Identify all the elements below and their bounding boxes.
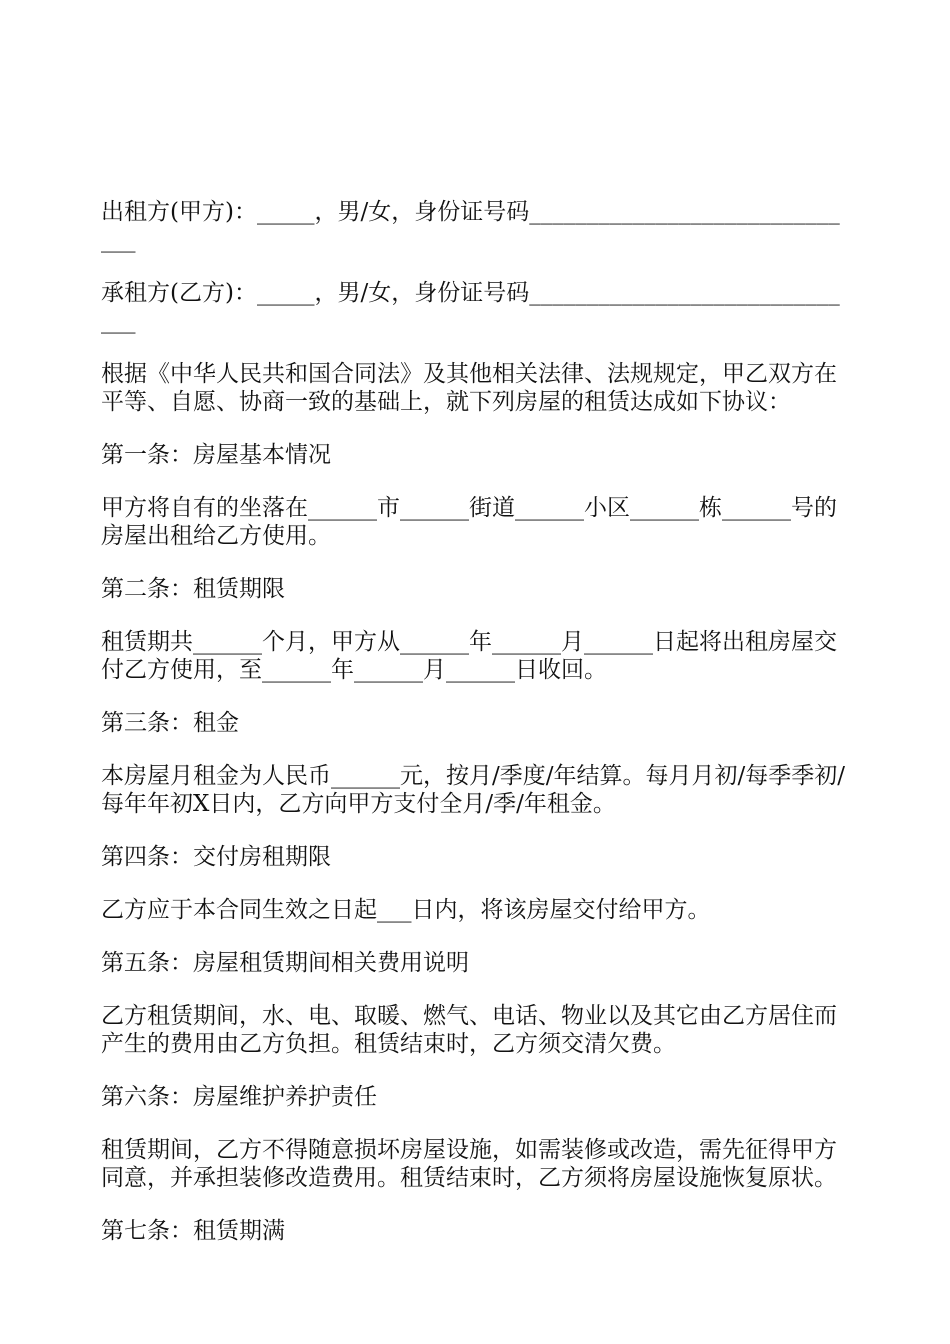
article-4-body: 乙方应于本合同生效之日起___日内，将该房屋交付给甲方。 (101, 897, 711, 923)
article-5-body: 乙方租赁期间，水、电、取暖、燃气、电话、物业以及其它由乙方居住而产生的费用由乙方负担。租赁结束时，乙方须交清欠费。 (101, 1003, 837, 1057)
article-3-title: 第三条：租金 (101, 710, 239, 736)
intro-paragraph: 根据《中华人民共和国合同法》及其他相关法律、法规规定，甲乙双方在平等、自愿、协商一致的基础上，就下列房屋的租赁达成如下协议： (101, 361, 837, 415)
contract-document (101, 198, 851, 1270)
article-2-title: 第二条：租赁期限 (101, 576, 285, 602)
article-2-body: 租赁期共______个月，甲方从______年______月______日起将出租房屋交付乙方使用，至______年______月______日收回。 (101, 629, 837, 683)
article-6-body: 租赁期间，乙方不得随意损坏房屋设施，如需装修或改造，需先征得甲方同意，并承担装修改造费用。租赁结束时，乙方须将房屋设施恢复原状。 (101, 1137, 837, 1191)
article-6-title: 第六条：房屋维护养护责任 (101, 1084, 377, 1110)
article-1-body: 甲方将自有的坐落在______市______街道______小区______栋______号的房屋出租给乙方使用。 (101, 495, 837, 549)
lessor-line: 出租方(甲方)：_____，男/女，身份证号码______________________________ (101, 199, 840, 253)
lessee-line: 承租方(乙方)：_____，男/女，身份证号码______________________________ (101, 280, 840, 334)
article-1-title: 第一条：房屋基本情况 (101, 442, 331, 468)
article-7-title: 第七条：租赁期满 (101, 1218, 285, 1244)
article-5-title: 第五条：房屋租赁期间相关费用说明 (101, 950, 469, 976)
article-3-body: 本房屋月租金为人民币______元，按月/季度/年结算。每月月初/每季季初/每年年初X日内，乙方向甲方支付全月/季/年租金。 (101, 763, 845, 817)
article-4-title: 第四条：交付房租期限 (101, 844, 331, 870)
